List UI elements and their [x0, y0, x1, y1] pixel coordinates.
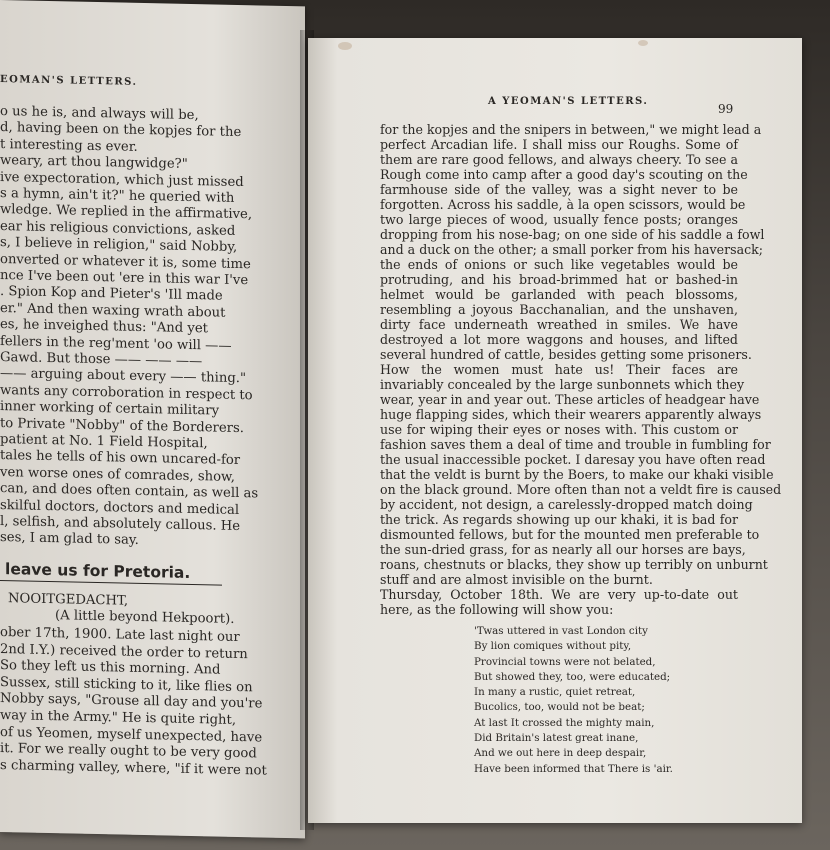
text-line: can, and does often contain, as well as	[0, 481, 259, 502]
poem-line: 'Twas uttered in vast London city	[474, 625, 648, 637]
text-line: Rough come into camp after a good day's scouting on the	[380, 167, 748, 182]
text-line: the ends of onions or such like vegetables would be	[380, 257, 738, 272]
left-running-header: EOMAN'S LETTERS.	[0, 74, 138, 88]
text-line: ven worse ones of comrades, show,	[0, 464, 235, 485]
text-line: ober 17th, 1900. Late last night our	[0, 625, 240, 646]
text-line: So they left us this morning. And	[0, 658, 221, 678]
text-line: s a hymn, ain't it?" he queried with	[0, 186, 235, 206]
text-line: invariably concealed by the large sunbonnets which they	[380, 377, 745, 392]
text-line: resembling a joyous Bacchanalian, and the unshaven,	[380, 302, 738, 317]
text-line: d, having been on the kopjes for the	[0, 120, 242, 141]
text-line: fashion saves them a deal of time and trouble in fumbling for	[380, 437, 771, 452]
text-line: Gawd. But those —— —— ——	[0, 350, 203, 370]
text-line: patient at No. 1 Field Hospital,	[0, 432, 208, 452]
text-line: ses, I am glad to say.	[0, 530, 139, 549]
text-line: that the veldt is burnt by the Boers, to make our khaki visible	[380, 467, 774, 482]
poem	[474, 624, 673, 777]
text-line: Sussex, still sticking to it, like flies on	[0, 674, 253, 696]
text-line: es, he inveighed thus: "And yet	[0, 317, 208, 337]
right-body-text	[380, 122, 782, 617]
left-page	[0, 0, 305, 838]
text-line: Nobby says, "Grouse all day and you're	[0, 691, 263, 712]
text-line: it. For we really ought to be very good	[0, 741, 257, 762]
text-line: o us he is, and always will be,	[0, 104, 199, 124]
text-line: wear, year in and year out. These articles of headgear have	[380, 392, 760, 407]
text-line: helmet would be garlanded with peach blossoms,	[380, 287, 738, 302]
text-line: here, as the following will show you:	[380, 602, 614, 617]
text-line: the trick. As regards showing up our khaki, it is bad for	[380, 512, 738, 527]
text-line: huge flapping sides, which their wearers apparently always	[380, 407, 762, 422]
text-line: two large pieces of wood, usually fence posts; oranges	[380, 212, 738, 227]
page-number: 99	[718, 102, 734, 116]
text-line: and a duck on the other; a small porker from his haversack;	[380, 242, 764, 257]
text-line: er." And then waxing wrath about	[0, 300, 226, 321]
text-line: the usual inaccessible pocket. I daresay you have often read	[380, 452, 766, 467]
text-line: s, I believe in religion," said Nobby,	[0, 235, 238, 256]
text-line: l, selfish, and absolutely callous. He	[0, 514, 241, 535]
poem-line: At last It crossed the mighty main,	[474, 716, 655, 729]
text-line: dirty face underneath wreathed in smiles. We have	[380, 317, 738, 332]
text-line: Thursday, October 18th. We are very up-to-date out	[380, 587, 738, 602]
poem-line: And we out here in deep despair,	[474, 747, 647, 760]
text-line: dropping from his nose-bag; on one side of his saddle a fowl	[380, 227, 765, 242]
text-line: protruding, and his broad-brimmed hat or bashed-in	[380, 272, 738, 287]
text-line: skilful doctors, doctors and medical	[0, 497, 240, 518]
right-page	[308, 38, 802, 823]
poem-line: By lion comiques without pity,	[474, 640, 632, 653]
poem-line: Have been informed that There is 'air.	[474, 762, 673, 775]
text-line: ive expectoration, which just missed	[0, 169, 244, 190]
text-line: several hundred of cattle, besides getting some prisoners.	[380, 347, 752, 362]
text-line: nce I've been out 'ere in this war I've	[0, 268, 249, 289]
text-line: use for wiping their eyes or noses with. This custom or	[380, 422, 738, 437]
text-line: the sun-dried grass, for as nearly all our horses are bays,	[380, 542, 746, 557]
text-line: of us Yeomen, myself unexpected, have	[0, 724, 263, 746]
poem-line: In many a rustic, quiet retreat,	[474, 686, 636, 699]
text-line: fellers in the reg'ment 'oo will ——	[0, 333, 232, 354]
text-line: stuff and are almost invisible on the burnt.	[380, 572, 653, 587]
text-line: weary, art thou langwidge?"	[0, 153, 188, 173]
text-line: wledge. We replied in the affirmative,	[0, 202, 253, 223]
text-line: perfect Arcadian life. I shall miss our Roughs. Some of	[380, 137, 738, 152]
poem-line: Provincial towns were not belated,	[474, 655, 656, 668]
text-line: way in the Army." He is quite right,	[0, 708, 237, 728]
text-line: for the kopjes and the snipers in between," we might lead a	[380, 122, 762, 137]
text-line: them are rare good fellows, and always cheery. To see a	[380, 152, 738, 167]
text-line: forgotten. Across his saddle, à la open scissors, would be	[380, 197, 746, 212]
text-line: inner working of certain military	[0, 399, 220, 419]
text-line: dismounted fellows, but for the mounted men preferable to	[380, 527, 760, 542]
stain	[638, 40, 648, 46]
text-line: s charming valley, where, "if it were not	[0, 757, 267, 779]
right-running-header: A YEOMAN'S LETTERS.	[488, 96, 649, 107]
poem-line: Did Britain's latest great inane,	[474, 732, 639, 745]
text-line: destroyed a lot more waggons and houses, and lifted	[380, 332, 738, 347]
text-line: on the black ground. More often than not a veldt fire is caused	[380, 482, 782, 497]
text-line: by accident, not design, a carelessly-dropped match doing	[380, 497, 753, 512]
text-line: How the women must hate us! Their faces are	[380, 362, 738, 377]
text-line: wants any corroboration in respect to	[0, 382, 253, 404]
text-line: 2nd I.Y.) received the order to return	[0, 641, 248, 662]
text-line: to Private "Nobby" of the Borderers.	[0, 415, 244, 436]
poem-line: But showed they, too, were educated;	[474, 670, 671, 683]
place-line-2: (A little beyond Hekpoort).	[55, 608, 235, 627]
stain	[338, 42, 352, 50]
text-line: . Spion Kop and Pieter's 'Ill made	[0, 284, 223, 305]
text-line: onverted or whatever it is, some time	[0, 251, 251, 272]
text-line: t interesting as ever.	[0, 136, 138, 155]
text-line: ear his religious convictions, asked	[0, 218, 236, 239]
text-line: tales he tells of his own uncared-for	[0, 448, 241, 469]
section-title: leave us for Pretoria.	[5, 560, 191, 582]
text-line: farmhouse side of the valley, was a sight never to be	[380, 182, 738, 197]
place-line-1: NOOITGEDACHT,	[8, 591, 129, 609]
text-line: roans, chestnuts or blacks, they show up terribly on unburnt	[380, 557, 768, 572]
poem-line: Bucolics, too, would not be beat;	[474, 701, 645, 714]
text-line: —— arguing about every —— thing."	[0, 366, 247, 387]
